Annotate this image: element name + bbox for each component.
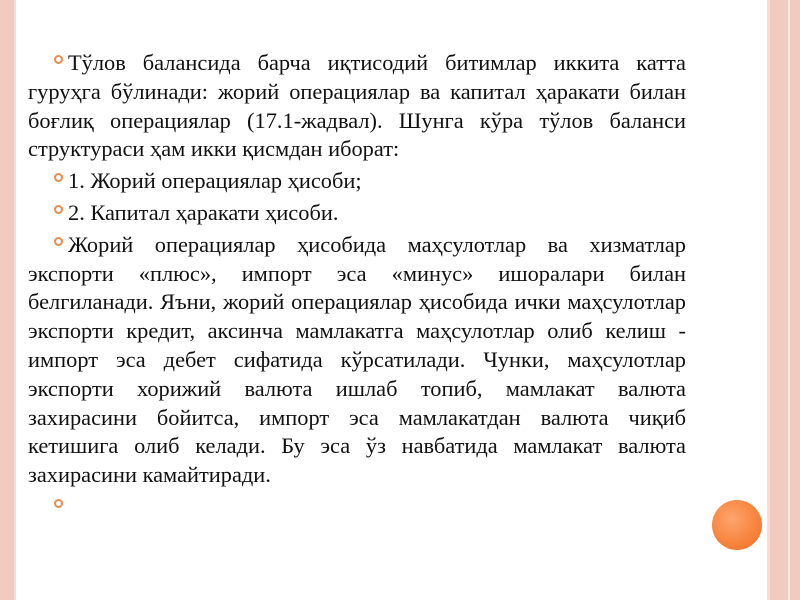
paragraph-current-operations (28, 231, 686, 490)
circle-bullet-icon (54, 205, 63, 214)
circle-bullet-icon (54, 173, 63, 182)
list-item-current-account (28, 167, 686, 196)
left-frame-line (14, 0, 16, 600)
circle-bullet-icon (54, 499, 63, 508)
list-item-capital-account (28, 199, 686, 228)
right-frame-inner-line (788, 0, 790, 600)
slide-body (28, 49, 686, 530)
orange-circle-icon (712, 500, 762, 550)
paragraph-intro (28, 49, 686, 164)
right-frame-stripe (770, 0, 800, 600)
empty-bullet-line (28, 493, 686, 530)
list-item-current-account-text: 1. Жорий операциялар ҳисоби; (68, 168, 362, 194)
paragraph-intro-text: Тўлов балансида барча иқтисодий битимлар иккита катта гуруҳга бўлинади: жорий операциялар ва капитал ҳаракати билан боғлиқ операциялар (17.1-жадвал). Шунга кўра тўлов баланси структураси ҳам икки қисмдан иборат: (28, 50, 686, 162)
circle-bullet-icon (54, 237, 63, 246)
paragraph-current-operations-text: Жорий операциялар ҳисобида маҳсулотлар ва хизматлар экспорти «плюс», импорт эса «минус» ишоралари билан белгиланади. Яъни, жорий операциялар ҳисобида ички маҳсулотлар экспорти кредит, аксинча мамлакатга маҳсулотлар олиб келиш - импорт эса дебет сифатида кўрсатилади. Чунки, маҳсулотлар экспорти хорижий валюта ишлаб топиб, мамлакат валюта захирасини бойитса, импорт эса мамлакатдан валюта чиқиб кетишига олиб келади. Бу эса ўз навбатида мамлакат валюта захирасини камайтиради. (28, 231, 686, 488)
circle-bullet-icon (54, 55, 63, 64)
left-frame-stripe (0, 0, 14, 600)
list-item-capital-account-text: 2. Капитал ҳаракати ҳисоби. (68, 199, 339, 225)
